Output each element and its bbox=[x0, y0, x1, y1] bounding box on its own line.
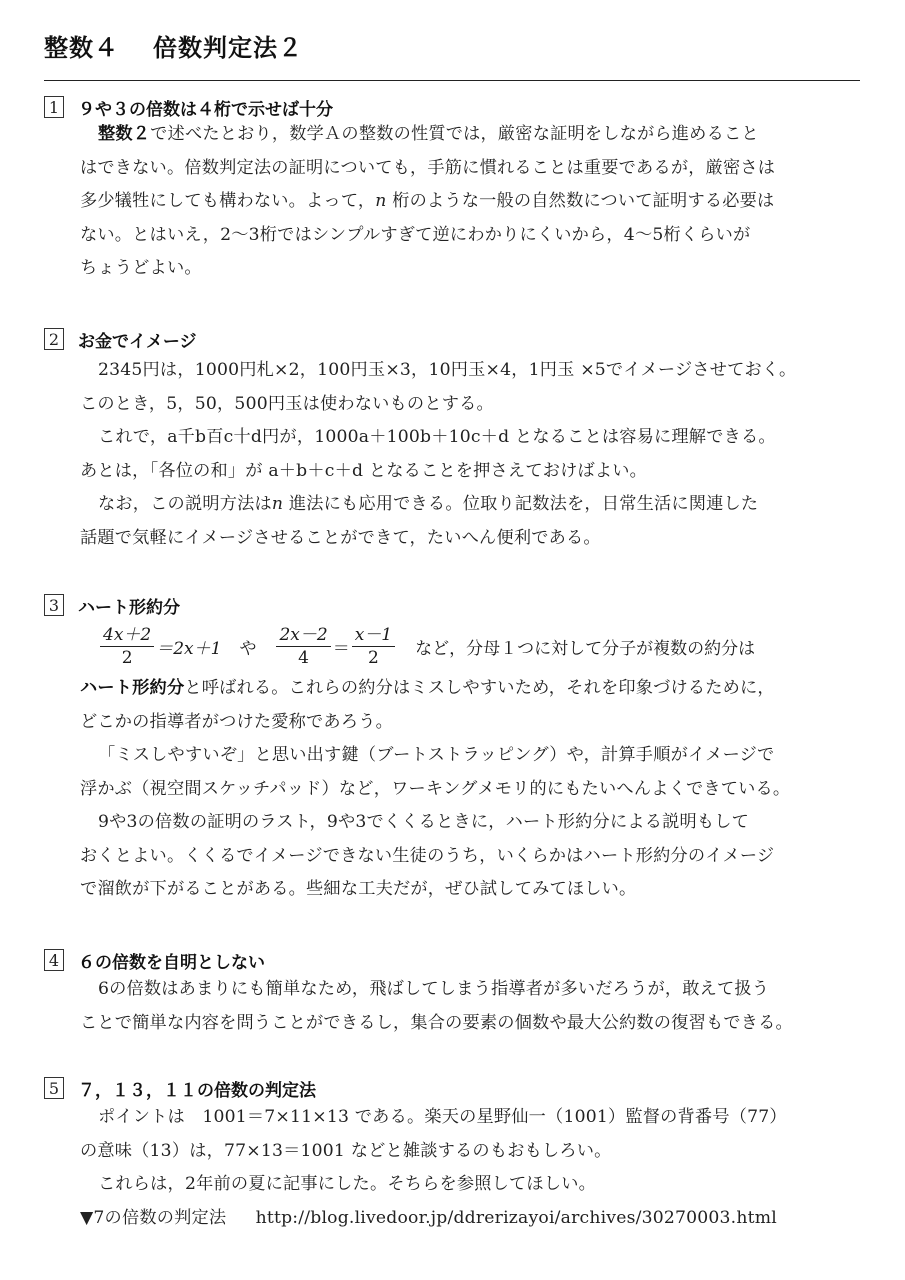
section-title: ６の倍数を自明としない bbox=[78, 952, 265, 973]
section-title: お金でイメージ bbox=[78, 331, 197, 352]
math-variable: n bbox=[375, 191, 387, 211]
section-title: ７，１３，１１の倍数の判定法 bbox=[78, 1080, 316, 1101]
section-number-box: 4 bbox=[44, 949, 64, 971]
math-variable: n bbox=[271, 494, 284, 514]
paragraph-line: 2345円は，1000円札×2，100円玉×3，10円玉×4，1円玉 ×5でイメージさせておく。 bbox=[98, 360, 797, 380]
paragraph-line: なお，この説明方法はn 進法にも応用できる。位取り記数法を，日常生活に関連した bbox=[98, 494, 759, 514]
paragraph-line: 6の倍数はあまりにも簡単なため，飛ばしてしまう指導者が多いだろうが，敢えて扱う bbox=[98, 979, 770, 999]
formula-row: $\frac{4x+2}{2}$ ＝2x＋1 や $\frac{2x-2}{4}$ ＝ $\frac{x-1}{2}$ など，分母１つに対して分子が複数の約分は bbox=[98, 620, 874, 672]
bold-term: ハート形約分 bbox=[80, 678, 185, 698]
section-number-box: 2 bbox=[44, 328, 64, 350]
paragraph-line: ちょうどよい。 bbox=[80, 258, 202, 278]
title-divider bbox=[44, 80, 860, 81]
paragraph-line: の意味（13）は，77×13＝1001 などと雑談するのもおもしろい。 bbox=[80, 1140, 612, 1161]
section-3 bbox=[44, 592, 874, 907]
paragraph-line: ない。とはいえ，2～3桁ではシンプルすぎて逆にわかりにくいから，4～5桁くらいが bbox=[80, 224, 751, 245]
paragraph-line: 9や3の倍数の証明のラスト，9や3でくくるときに，ハート形約分による説明もして bbox=[98, 812, 750, 832]
paragraph-line: 浮かぶ（視空間スケッチパッド）など，ワーキングメモリ的にもたいへんよくできている。 bbox=[80, 778, 791, 799]
paragraph-line: はできない。倍数判定法の証明についても，手筋に慣れることは重要であるが，厳密さは bbox=[80, 157, 776, 178]
page-title-part2: 倍数判定法２ bbox=[153, 34, 303, 62]
section-5 bbox=[44, 1075, 874, 1235]
paragraph-line: どこかの指導者がつけた愛称であろう。 bbox=[80, 711, 393, 732]
fraction: $\frac{4x+2}{2}$ bbox=[100, 624, 154, 669]
paragraph-line: 話題で気軽にイメージさせることができて，たいへん便利である。 bbox=[80, 527, 601, 548]
paragraph-line: ことで簡単な内容を問うことができるし，集合の要素の個数や最大公約数の復習もできる。 bbox=[80, 1012, 793, 1033]
section-heading bbox=[44, 1075, 874, 1101]
section-2 bbox=[44, 326, 874, 555]
page-title bbox=[44, 28, 303, 63]
reference-link-line bbox=[80, 1202, 874, 1236]
section-number-box: 1 bbox=[44, 96, 64, 118]
section-number-box: 3 bbox=[44, 594, 64, 616]
section-4 bbox=[44, 947, 874, 1040]
paragraph-line: ハート形約分と呼ばれる。これらの約分はミスしやすいため，それを印象づけるために， bbox=[80, 678, 775, 698]
fraction: $\frac{2x-2}{4}$ bbox=[276, 624, 330, 669]
reference-url-link[interactable]: http://blog.livedoor.jp/ddrerizayoi/archives/30270003.html bbox=[255, 1207, 777, 1228]
section-1 bbox=[44, 94, 874, 286]
paragraph-line: 多少犠牲にしても構わない。よって，n 桁のような一般の自然数について証明する必要は bbox=[80, 191, 775, 211]
section-heading bbox=[44, 947, 874, 973]
paragraph-line: あとは，「各位の和」が a＋b＋c＋d となることを押さえておけばよい。 bbox=[80, 460, 648, 481]
paragraph-line: 「ミスしやすいぞ」と思い出す鍵（ブートストラッピング）や，計算手順がイメージで bbox=[98, 745, 775, 765]
page-title-part1: 整数４ bbox=[44, 34, 119, 62]
paragraph-line: 整数２で述べたとおり，数学Ａの整数の性質では，厳密な証明をしながら進めること bbox=[98, 124, 759, 144]
paragraph-line: これらは，2年前の夏に記事にした。そちらを参照してほしい。 bbox=[98, 1174, 596, 1194]
paragraph-line: ポイントは 1001＝7×11×13 である。楽天の星野仙一（1001）監督の背番号（77） bbox=[98, 1107, 787, 1127]
section-heading bbox=[44, 94, 874, 120]
section-heading bbox=[44, 592, 874, 618]
paragraph-line: で溜飲が下がることがある。些細な工夫だが，ぜひ試してみてほしい。 bbox=[80, 879, 637, 899]
section-number-box: 5 bbox=[44, 1077, 64, 1099]
section-title: ９や３の倍数は４桁で示せば十分 bbox=[78, 99, 333, 120]
section-title: ハート形約分 bbox=[78, 597, 180, 618]
fraction: $\frac{x-1}{2}$ bbox=[352, 624, 395, 669]
paragraph-line: おくとよい。くくるでイメージできない生徒のうち，いくらかはハート形約分のイメージ bbox=[80, 845, 775, 866]
link-label: ▼7の倍数の判定法 bbox=[80, 1207, 227, 1228]
bold-term: 整数２ bbox=[98, 124, 151, 144]
section-heading bbox=[44, 326, 874, 352]
paragraph-line: これで，a千b百c十d円が，1000a＋100b＋10c＋d となることは容易に理解できる。 bbox=[98, 427, 776, 447]
paragraph-line: このとき，5，50，500円玉は使わないものとする。 bbox=[80, 393, 494, 414]
